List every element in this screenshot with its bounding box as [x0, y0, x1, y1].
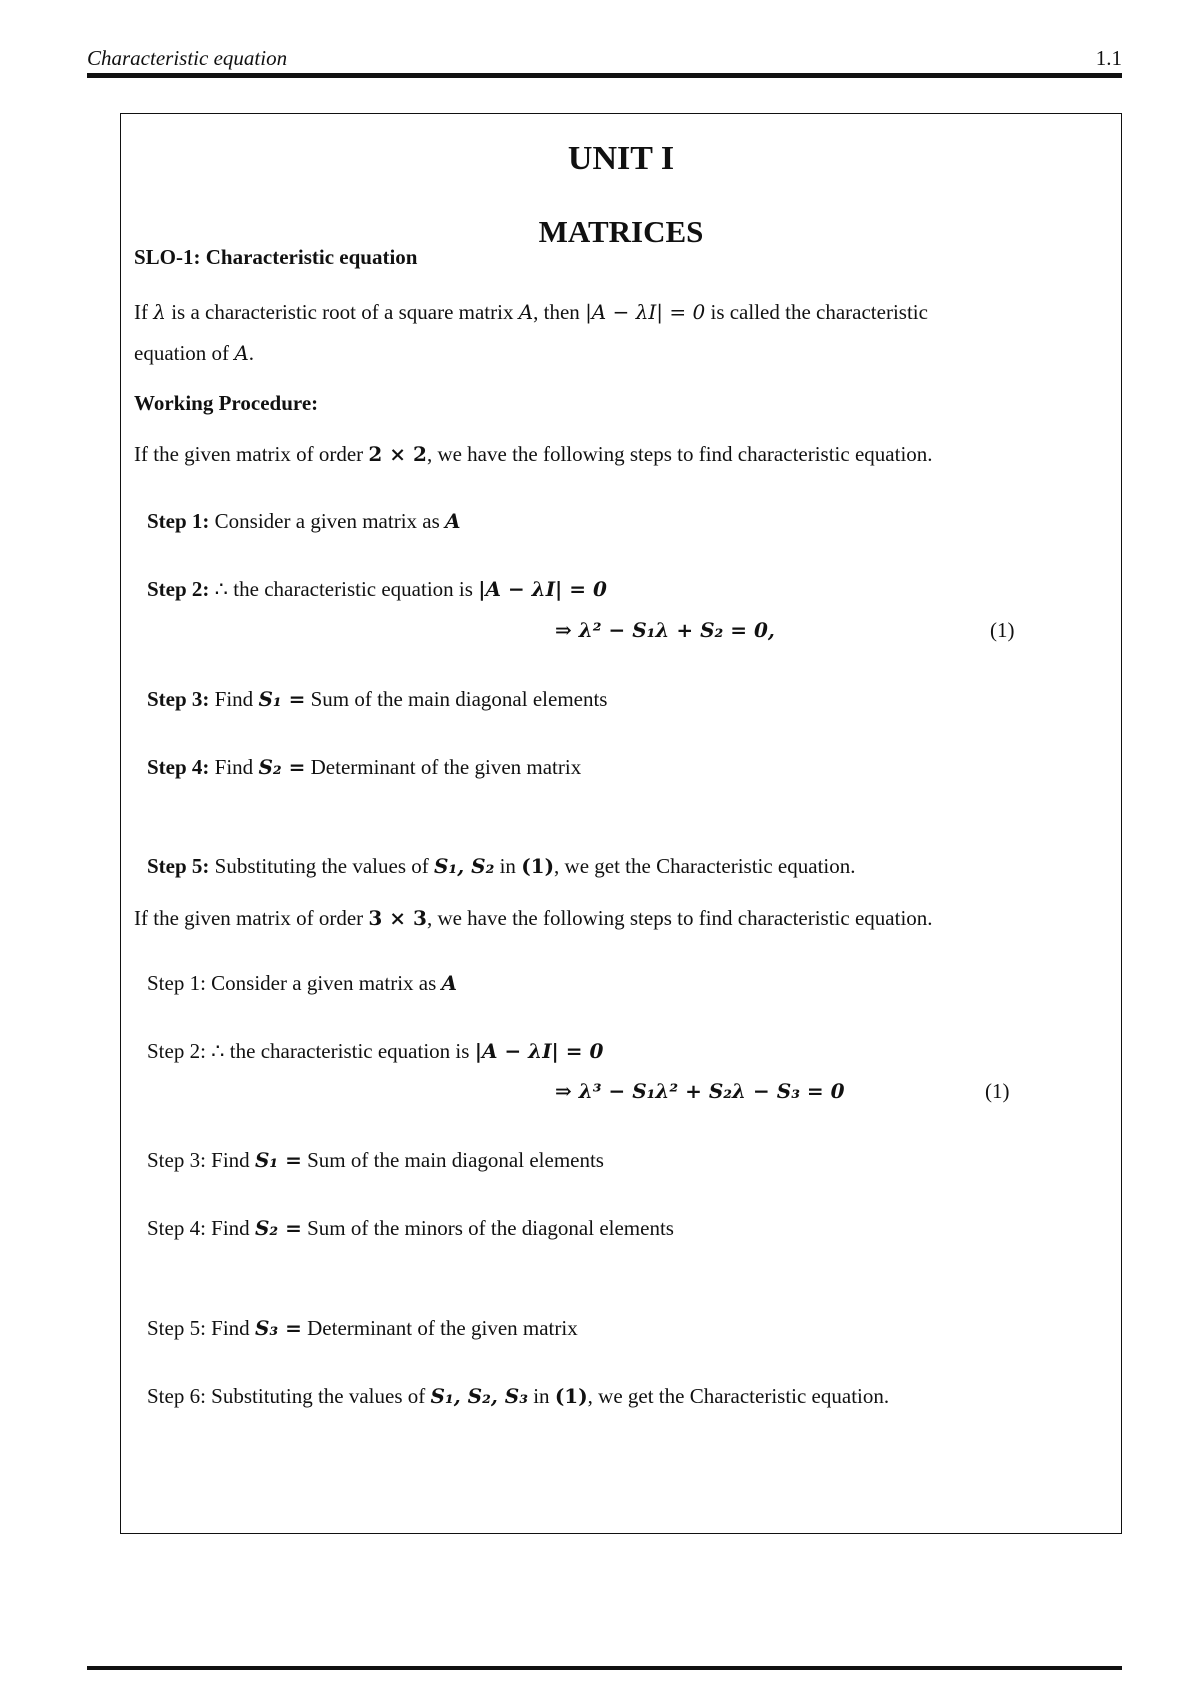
content-box: [120, 113, 1122, 1534]
chapter-title: MATRICES: [538, 214, 704, 249]
order3-step-3: Step 3: Find S₁ = Sum of the main diagonal elements: [147, 1148, 604, 1172]
definition-line-2: equation of A.: [134, 341, 255, 365]
page-number: 1.1: [1095, 46, 1122, 70]
definition-line-1: If λ is a characteristic root of a square matrix A, then |A − λI| = 0 is called the characteristic: [134, 300, 928, 324]
order2-step-1: Step 1: Consider a given matrix as A: [147, 509, 461, 533]
order2-step-3: Step 3: Find S₁ = Sum of the main diagonal elements: [147, 687, 608, 711]
order3-step-1: Step 1: Consider a given matrix as A: [147, 971, 458, 995]
unit-title: UNIT I: [567, 140, 675, 177]
order2-step-4: Step 4: Find S₂ = Determinant of the given matrix: [147, 755, 582, 779]
order3-equation-number: (1): [985, 1079, 1010, 1103]
order2-equation: ⇒ λ² − S₁λ + S₂ = 0,: [555, 618, 775, 642]
header-rule: [87, 73, 1122, 78]
order3-intro: If the given matrix of order 3 × 3, we have the following steps to find characteristic equation.: [134, 906, 933, 930]
procedure-heading: Working Procedure:: [134, 391, 319, 415]
order3-step-6: Step 6: Substituting the values of S₁, S₂, S₃ in (1), we get the Characteristic equation.: [147, 1384, 890, 1408]
order2-intro: If the given matrix of order 2 × 2, we have the following steps to find characteristic equation.: [134, 442, 933, 466]
order3-equation: ⇒ λ³ − S₁λ² + S₂λ − S₃ = 0: [555, 1079, 845, 1103]
slo-heading: SLO-1: Characteristic equation: [134, 245, 418, 269]
order2-step-5: Step 5: Substituting the values of S₁, S₂ in (1), we get the Characteristic equation.: [147, 854, 856, 878]
order2-equation-number: (1): [990, 618, 1015, 642]
footer-rule: [87, 1666, 1122, 1670]
order3-step-4: Step 4: Find S₂ = Sum of the minors of the diagonal elements: [147, 1216, 674, 1240]
running-header: [87, 44, 1122, 74]
order3-step-5: Step 5: Find S₃ = Determinant of the given matrix: [147, 1316, 578, 1340]
order2-step-2: Step 2: ∴ the characteristic equation is |A − λI| = 0: [147, 577, 607, 601]
order3-step-2: Step 2: ∴ the characteristic equation is |A − λI| = 0: [147, 1039, 604, 1063]
running-title: Characteristic equation: [87, 46, 288, 70]
